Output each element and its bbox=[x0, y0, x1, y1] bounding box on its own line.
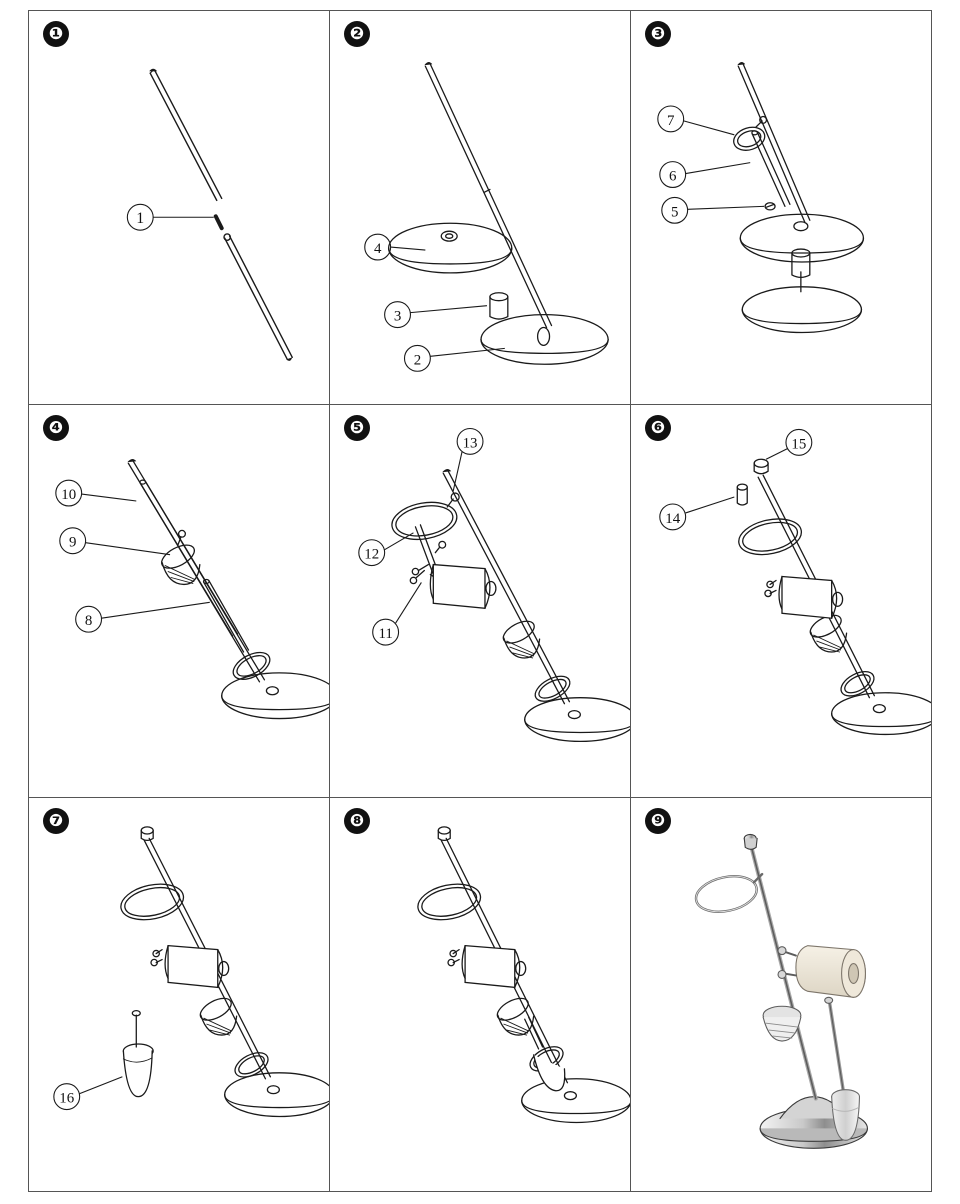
callout-label-4-10: 10 bbox=[61, 486, 77, 503]
step-cell-4 bbox=[29, 405, 330, 799]
step-badge-1: ❶ bbox=[43, 21, 69, 47]
step-cell-5 bbox=[330, 405, 631, 799]
step-illustration-1 bbox=[29, 11, 329, 404]
callout-label-4-8: 8 bbox=[84, 612, 93, 629]
step-badge-9: ❾ bbox=[645, 808, 671, 834]
step-illustration-5 bbox=[330, 405, 630, 798]
callout-label-4-9: 9 bbox=[68, 534, 77, 551]
step-illustration-8 bbox=[330, 798, 630, 1191]
callout-label-1-1: 1 bbox=[136, 210, 145, 228]
callout-label-2-2: 2 bbox=[413, 352, 422, 369]
steps-grid bbox=[28, 10, 932, 1192]
step-cell-8 bbox=[330, 798, 631, 1192]
callout-label-3-5: 5 bbox=[670, 204, 679, 221]
callout-label-7-16: 16 bbox=[59, 1090, 75, 1107]
step-badge-3: ❸ bbox=[645, 21, 671, 47]
step-illustration-6 bbox=[631, 405, 931, 798]
step-badge-2: ❷ bbox=[344, 21, 370, 47]
callout-label-6-14: 14 bbox=[665, 510, 681, 527]
step-badge-5: ❺ bbox=[344, 415, 370, 441]
step-badge-8: ❽ bbox=[344, 808, 370, 834]
step-illustration-7 bbox=[29, 798, 329, 1191]
callout-label-2-4: 4 bbox=[373, 241, 382, 258]
callout-label-5-13: 13 bbox=[462, 435, 478, 452]
step-badge-4: ❹ bbox=[43, 415, 69, 441]
callout-label-5-12: 12 bbox=[364, 546, 380, 563]
step-cell-1 bbox=[29, 11, 330, 405]
callout-label-6-15: 15 bbox=[791, 436, 807, 453]
callout-label-3-6: 6 bbox=[668, 168, 677, 185]
callout-label-2-3: 3 bbox=[393, 308, 402, 325]
step-cell-6 bbox=[631, 405, 932, 799]
step-cell-3 bbox=[631, 11, 932, 405]
step-badge-7: ❼ bbox=[43, 808, 69, 834]
step-badge-6: ❻ bbox=[645, 415, 671, 441]
step-illustration-9 bbox=[631, 798, 931, 1191]
step-illustration-2 bbox=[330, 11, 630, 404]
callout-label-5-11: 11 bbox=[378, 625, 393, 642]
step-cell-9 bbox=[631, 798, 932, 1192]
step-illustration-3 bbox=[631, 11, 931, 404]
step-cell-7 bbox=[29, 798, 330, 1192]
step-illustration-4 bbox=[29, 405, 329, 798]
step-cell-2 bbox=[330, 11, 631, 405]
callout-label-3-7: 7 bbox=[667, 112, 675, 129]
